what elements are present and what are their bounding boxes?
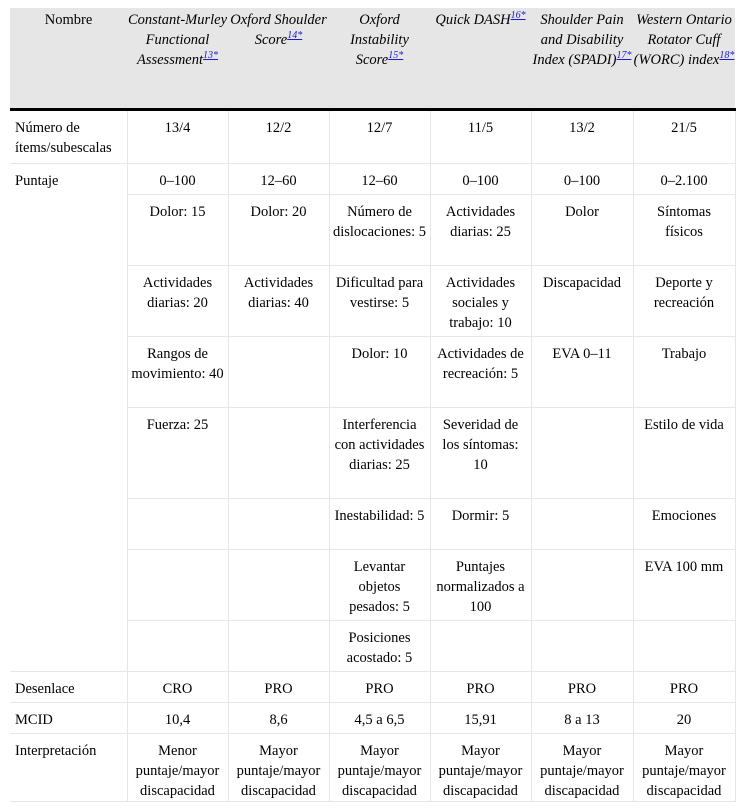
table-cell: 12/7: [329, 109, 430, 163]
table-cell: 12–60: [228, 163, 329, 194]
table-cell: 13/2: [531, 109, 633, 163]
row-label-puntaje: Puntaje: [10, 163, 127, 671]
table-row-desenlace: [10, 671, 735, 702]
table-cell: Emociones: [633, 498, 735, 549]
table-row-interpretacion: [10, 733, 735, 801]
table-cell: Actividades diarias: 20: [127, 265, 228, 336]
header-oxford-instability: [329, 8, 430, 109]
table-cell: Trabajo: [633, 336, 735, 407]
table-cell: Deporte y recreación: [633, 265, 735, 336]
table-cell: [127, 620, 228, 671]
table-row-mcid: [10, 702, 735, 733]
header-quick-dash: [430, 8, 531, 109]
header-worc: [633, 8, 735, 109]
reference-link[interactable]: 13*: [203, 50, 219, 62]
reference-link[interactable]: 15*: [388, 50, 404, 62]
table-cell: Fuerza: 25: [127, 407, 228, 498]
table-cell: 20: [633, 702, 735, 733]
table-cell: 21/5: [633, 109, 735, 163]
header-text: Quick DASH: [435, 12, 511, 28]
header-oxford-shoulder: [228, 8, 329, 109]
row-label-mcid: MCID: [10, 702, 127, 733]
table-cell: Rangos de movimiento: 40: [127, 336, 228, 407]
table-cell: 0–100: [531, 163, 633, 194]
table-cell: Posiciones acostado: 5: [329, 620, 430, 671]
table-cell: [531, 498, 633, 549]
table-cell: Mayor puntaje/mayor discapacidad: [329, 733, 430, 801]
table-cell: EVA 100 mm: [633, 549, 735, 620]
table-cell: [228, 498, 329, 549]
table-cell: [531, 407, 633, 498]
table-cell: Actividades de recreación: 5: [430, 336, 531, 407]
table-cell: Número de dislocaciones: 5: [329, 194, 430, 265]
header-constant-murley: [127, 8, 228, 109]
table-cell: [633, 620, 735, 671]
reference-link[interactable]: 16*: [510, 10, 526, 22]
table-cell: 8,6: [228, 702, 329, 733]
header-nombre: Nombre: [10, 8, 127, 109]
table-cell: Mayor puntaje/mayor discapacidad: [633, 733, 735, 801]
table-row-puntaje-range: [10, 163, 735, 194]
table-cell: 0–100: [127, 163, 228, 194]
table-cell: CRO: [127, 671, 228, 702]
table-cell: 10,4: [127, 702, 228, 733]
reference-link[interactable]: 18*: [719, 50, 735, 62]
table-cell: Mayor puntaje/mayor discapacidad: [430, 733, 531, 801]
table-cell: 12/2: [228, 109, 329, 163]
header-text: Oxford Instability Score: [350, 12, 409, 68]
table-cell: Actividades diarias: 40: [228, 265, 329, 336]
table-cell: Severidad de los síntomas: 10: [430, 407, 531, 498]
table-cell: 0–2.100: [633, 163, 735, 194]
header-text: Constant-Murley Functional Assessment: [127, 12, 228, 68]
header-spadi: [531, 8, 633, 109]
table-cell: Dolor: [531, 194, 633, 265]
table-cell: [531, 620, 633, 671]
table-cell: Dolor: 10: [329, 336, 430, 407]
table-cell: 8 a 13: [531, 702, 633, 733]
table-cell: PRO: [228, 671, 329, 702]
row-label-items: Número de ítems/subescalas: [10, 109, 127, 163]
table-cell: 12–60: [329, 163, 430, 194]
table-cell: [228, 549, 329, 620]
table-cell: 15,91: [430, 702, 531, 733]
table-cell: 4,5 a 6,5: [329, 702, 430, 733]
table-cell: [228, 407, 329, 498]
row-label-desenlace: Desenlace: [10, 671, 127, 702]
table-cell: Inestabilidad: 5: [329, 498, 430, 549]
table-cell: EVA 0–11: [531, 336, 633, 407]
header-text: Oxford Shoulder Score: [230, 12, 327, 48]
row-label-interpretacion: Interpretación: [10, 733, 127, 801]
table-cell: [430, 620, 531, 671]
table-cell: Síntomas físicos: [633, 194, 735, 265]
table-cell: PRO: [531, 671, 633, 702]
table-cell: 11/5: [430, 109, 531, 163]
table-cell: Mayor puntaje/mayor discapacidad: [228, 733, 329, 801]
table-cell: Discapacidad: [531, 265, 633, 336]
comparison-table: [10, 8, 736, 802]
table-cell: Mayor puntaje/mayor discapacidad: [531, 733, 633, 801]
table-cell: Actividades sociales y trabajo: 10: [430, 265, 531, 336]
table-cell: Dormir: 5: [430, 498, 531, 549]
table-row-items: [10, 109, 735, 163]
header-text: Shoulder Pain and Disability Index (SPADI): [532, 12, 624, 68]
table-cell: [127, 549, 228, 620]
table-cell: Interferencia con actividades diarias: 25: [329, 407, 430, 498]
table-cell: Dolor: 20: [228, 194, 329, 265]
table-cell: [228, 620, 329, 671]
table-cell: PRO: [329, 671, 430, 702]
table-cell: [127, 498, 228, 549]
reference-link[interactable]: 14*: [287, 30, 303, 42]
table-cell: Dolor: 15: [127, 194, 228, 265]
table-cell: [228, 336, 329, 407]
table-cell: Menor puntaje/mayor discapacidad: [127, 733, 228, 801]
table-cell: PRO: [633, 671, 735, 702]
table-cell: Estilo de vida: [633, 407, 735, 498]
table-cell: PRO: [430, 671, 531, 702]
table-cell: Levantar objetos pesados: 5: [329, 549, 430, 620]
header-row: [10, 8, 735, 109]
table-cell: Puntajes normalizados a 100: [430, 549, 531, 620]
header-text: Western Ontario Rotator Cuff (WORC) index: [633, 12, 732, 68]
table-cell: [531, 549, 633, 620]
table-cell: 0–100: [430, 163, 531, 194]
table-cell: Actividades diarias: 25: [430, 194, 531, 265]
reference-link[interactable]: 17*: [616, 50, 632, 62]
table-cell: Dificultad para vestirse: 5: [329, 265, 430, 336]
table-cell: 13/4: [127, 109, 228, 163]
